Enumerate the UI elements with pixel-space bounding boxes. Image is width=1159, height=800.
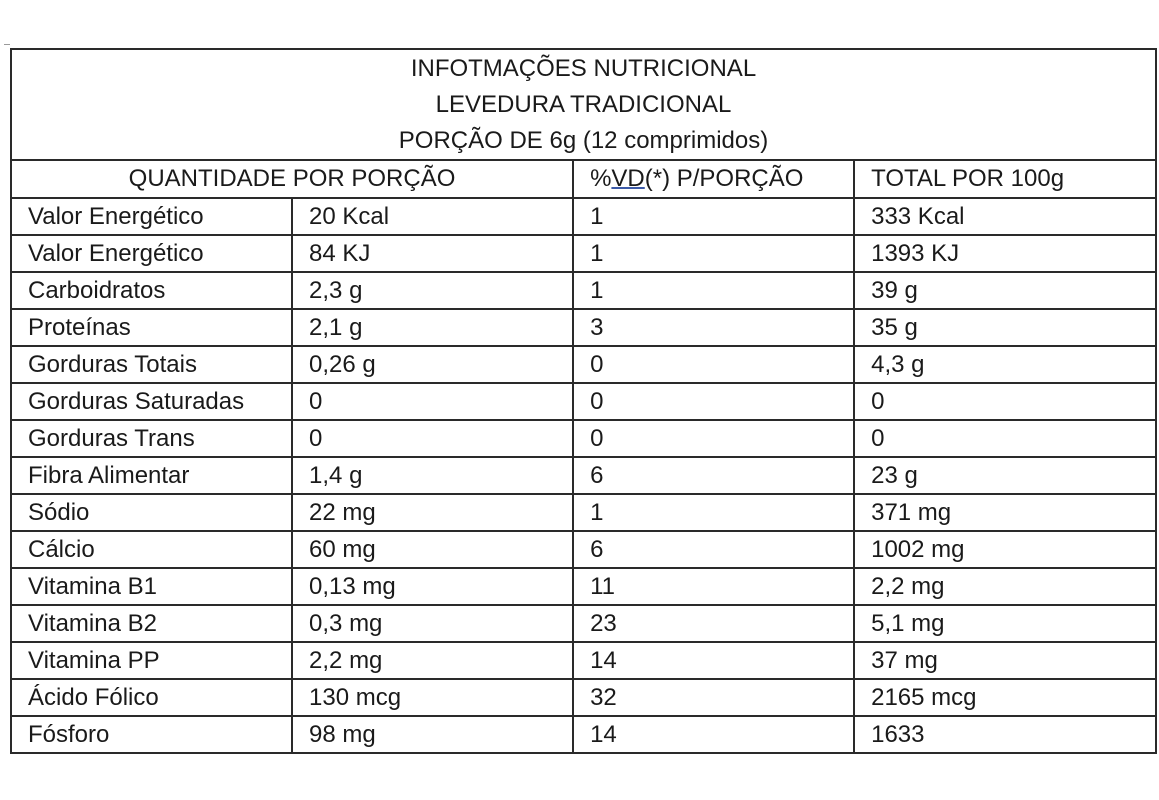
- header-vd: [573, 160, 854, 198]
- table-row: [11, 531, 1156, 568]
- table-row: [11, 605, 1156, 642]
- table-row: [11, 235, 1156, 272]
- quantity-per-portion: 0: [292, 383, 573, 420]
- total-per-100g: 35 g: [854, 309, 1156, 346]
- nutrient-name: Gorduras Saturadas: [11, 383, 292, 420]
- nutrition-facts-table: [10, 48, 1157, 754]
- nutrient-name: Fósforo: [11, 716, 292, 753]
- table-row: [11, 568, 1156, 605]
- header-quantity: QUANTIDADE POR PORÇÃO: [11, 160, 573, 198]
- daily-value-percent: 32: [573, 679, 854, 716]
- header-vd-prefix: %: [590, 165, 612, 192]
- nutrient-name: Vitamina B1: [11, 568, 292, 605]
- quantity-per-portion: 130 mcg: [292, 679, 573, 716]
- quantity-per-portion: 0,26 g: [292, 346, 573, 383]
- nutrient-name: Vitamina B2: [11, 605, 292, 642]
- table-row: [11, 457, 1156, 494]
- nutrient-name: Vitamina PP: [11, 642, 292, 679]
- quantity-per-portion: 2,2 mg: [292, 642, 573, 679]
- title-line-2: LEVEDURA TRADICIONAL: [435, 90, 732, 118]
- total-per-100g: 0: [854, 420, 1156, 457]
- quantity-per-portion: 20 Kcal: [292, 198, 573, 235]
- daily-value-percent: 14: [573, 642, 854, 679]
- daily-value-percent: 0: [573, 420, 854, 457]
- page-corner-mark: [4, 44, 10, 45]
- header-vd-suffix: (*) P/PORÇÃO: [644, 165, 804, 192]
- header-vd-abbrev: VD: [611, 165, 645, 192]
- daily-value-percent: 0: [573, 383, 854, 420]
- table-row: [11, 346, 1156, 383]
- nutrient-name: Gorduras Trans: [11, 420, 292, 457]
- table-row: [11, 716, 1156, 753]
- table-row: [11, 494, 1156, 531]
- table-title-row: [11, 49, 1156, 160]
- total-per-100g: 2,2 mg: [854, 568, 1156, 605]
- header-total: TOTAL POR 100g: [854, 160, 1156, 198]
- daily-value-percent: 0: [573, 346, 854, 383]
- total-per-100g: 39 g: [854, 272, 1156, 309]
- total-per-100g: 37 mg: [854, 642, 1156, 679]
- quantity-per-portion: 22 mg: [292, 494, 573, 531]
- daily-value-percent: 1: [573, 494, 854, 531]
- daily-value-percent: 6: [573, 457, 854, 494]
- total-per-100g: 23 g: [854, 457, 1156, 494]
- daily-value-percent: 1: [573, 198, 854, 235]
- title-line-1: INFOTMAÇÕES NUTRICIONAL: [410, 54, 757, 82]
- daily-value-percent: 3: [573, 309, 854, 346]
- quantity-per-portion: 0: [292, 420, 573, 457]
- table-row: [11, 198, 1156, 235]
- table-row: [11, 420, 1156, 457]
- daily-value-percent: 11: [573, 568, 854, 605]
- table-row: [11, 642, 1156, 679]
- total-per-100g: 1393 KJ: [854, 235, 1156, 272]
- nutrient-name: Sódio: [11, 494, 292, 531]
- total-per-100g: 371 mg: [854, 494, 1156, 531]
- daily-value-percent: 14: [573, 716, 854, 753]
- quantity-per-portion: 2,3 g: [292, 272, 573, 309]
- nutrient-name: Valor Energético: [11, 235, 292, 272]
- table-row: [11, 679, 1156, 716]
- nutrient-name: Cálcio: [11, 531, 292, 568]
- total-per-100g: 1002 mg: [854, 531, 1156, 568]
- column-header-row: [11, 160, 1156, 198]
- quantity-per-portion: 98 mg: [292, 716, 573, 753]
- total-per-100g: 333 Kcal: [854, 198, 1156, 235]
- table-title: [11, 49, 1156, 160]
- nutrient-name: Gorduras Totais: [11, 346, 292, 383]
- total-per-100g: 4,3 g: [854, 346, 1156, 383]
- daily-value-percent: 1: [573, 235, 854, 272]
- total-per-100g: 2165 mcg: [854, 679, 1156, 716]
- daily-value-percent: 23: [573, 605, 854, 642]
- total-per-100g: 1633: [854, 716, 1156, 753]
- quantity-per-portion: 1,4 g: [292, 457, 573, 494]
- quantity-per-portion: 2,1 g: [292, 309, 573, 346]
- nutrient-name: Fibra Alimentar: [11, 457, 292, 494]
- quantity-per-portion: 0,13 mg: [292, 568, 573, 605]
- nutrient-name: Valor Energético: [11, 198, 292, 235]
- quantity-per-portion: 84 KJ: [292, 235, 573, 272]
- quantity-per-portion: 60 mg: [292, 531, 573, 568]
- nutrient-name: Ácido Fólico: [11, 679, 292, 716]
- table-row: [11, 309, 1156, 346]
- daily-value-percent: 1: [573, 272, 854, 309]
- daily-value-percent: 6: [573, 531, 854, 568]
- total-per-100g: 5,1 mg: [854, 605, 1156, 642]
- nutrient-name: Proteínas: [11, 309, 292, 346]
- table-row: [11, 383, 1156, 420]
- table-row: [11, 272, 1156, 309]
- nutrient-name: Carboidratos: [11, 272, 292, 309]
- title-line-3: PORÇÃO DE 6g (12 comprimidos): [398, 126, 769, 154]
- total-per-100g: 0: [854, 383, 1156, 420]
- quantity-per-portion: 0,3 mg: [292, 605, 573, 642]
